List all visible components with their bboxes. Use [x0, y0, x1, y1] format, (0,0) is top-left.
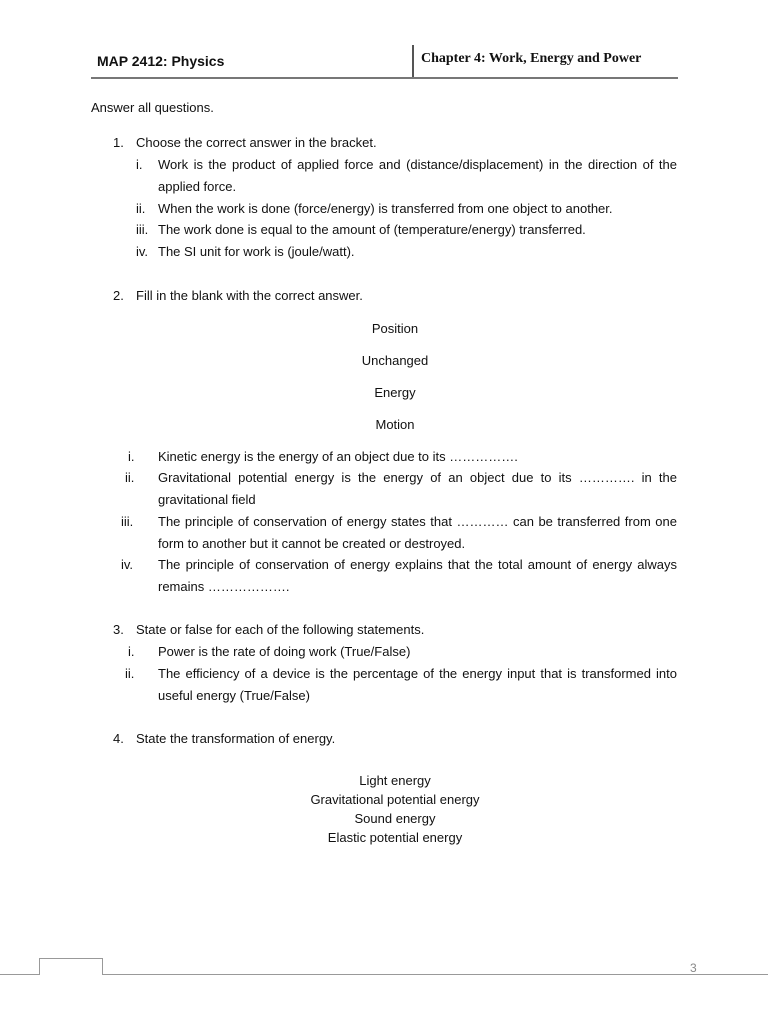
q3-item-number: ii. — [125, 666, 135, 681]
q1-item-text: The work done is equal to the amount of (temperature/energy) transferred. — [158, 222, 586, 237]
q2-item-number: iv. — [121, 557, 134, 572]
q3-item-number: i. — [128, 644, 135, 659]
q1-item-number: ii. — [136, 201, 146, 216]
q2-item-number: i. — [128, 449, 135, 464]
q2-item-text: Kinetic energy is the energy of an object due to its ……………. — [158, 449, 518, 464]
question-3-number: 3. — [113, 622, 124, 637]
q1-item-number: iii. — [136, 222, 149, 237]
energy-list-item: Light energy — [359, 773, 431, 788]
q1-item-text: When the work is done (force/energy) is transferred from one object to another. — [158, 201, 613, 216]
question-3-text: State or false for each of the following statements. — [136, 622, 425, 637]
header-divider — [412, 45, 414, 78]
question-1-text: Choose the correct answer in the bracket. — [136, 135, 377, 150]
energy-list — [245, 771, 545, 847]
word-bank-item: Energy — [374, 385, 416, 400]
q3-item-text: The efficiency of a device is the percentage of the energy input that is transformed into useful energy (True/False) — [158, 666, 677, 703]
energy-list-item: Gravitational potential energy — [310, 792, 480, 807]
q1-item-number: iv. — [136, 244, 149, 259]
word-bank-item: Position — [371, 321, 419, 336]
instruction-text: Answer all questions. — [91, 100, 214, 115]
word-bank-item: Unchanged — [361, 353, 429, 368]
q2-item-text: The principle of conservation of energy states that ………… can be transferred from one form to another but it cannot be created or destroyed. — [158, 514, 677, 551]
q2-item-text: Gravitational potential energy is the energy of an object due to its …………. in the gravitational field — [158, 470, 677, 507]
q2-item-number: iii. — [121, 514, 134, 529]
word-bank-item: Motion — [375, 417, 415, 432]
course-title: MAP 2412: Physics — [97, 53, 225, 69]
q1-item-text: Work is the product of applied force and (distance/displacement) in the direction of the applied force. — [158, 157, 677, 194]
page-number: 3 — [690, 961, 697, 975]
question-2-text: Fill in the blank with the correct answer. — [136, 288, 363, 303]
q3-item-text: Power is the rate of doing work (True/False) — [158, 644, 411, 659]
energy-list-item: Elastic potential energy — [327, 830, 463, 845]
energy-list-item: Sound energy — [354, 811, 436, 826]
question-4-text: State the transformation of energy. — [136, 731, 336, 746]
footer-tab — [39, 958, 103, 975]
question-2-number: 2. — [113, 288, 124, 303]
question-1-number: 1. — [113, 135, 124, 150]
chapter-title: Chapter 4: Work, Energy and Power — [421, 51, 642, 66]
header-rule — [91, 77, 678, 79]
footer-rule — [0, 974, 768, 975]
q2-item-text: The principle of conservation of energy explains that the total amount of energy always remains ………………. — [158, 557, 677, 594]
q1-item-number: i. — [136, 157, 143, 172]
q2-item-number: ii. — [125, 470, 135, 485]
question-4-number: 4. — [113, 731, 124, 746]
q1-item-text: The SI unit for work is (joule/watt). — [158, 244, 355, 259]
